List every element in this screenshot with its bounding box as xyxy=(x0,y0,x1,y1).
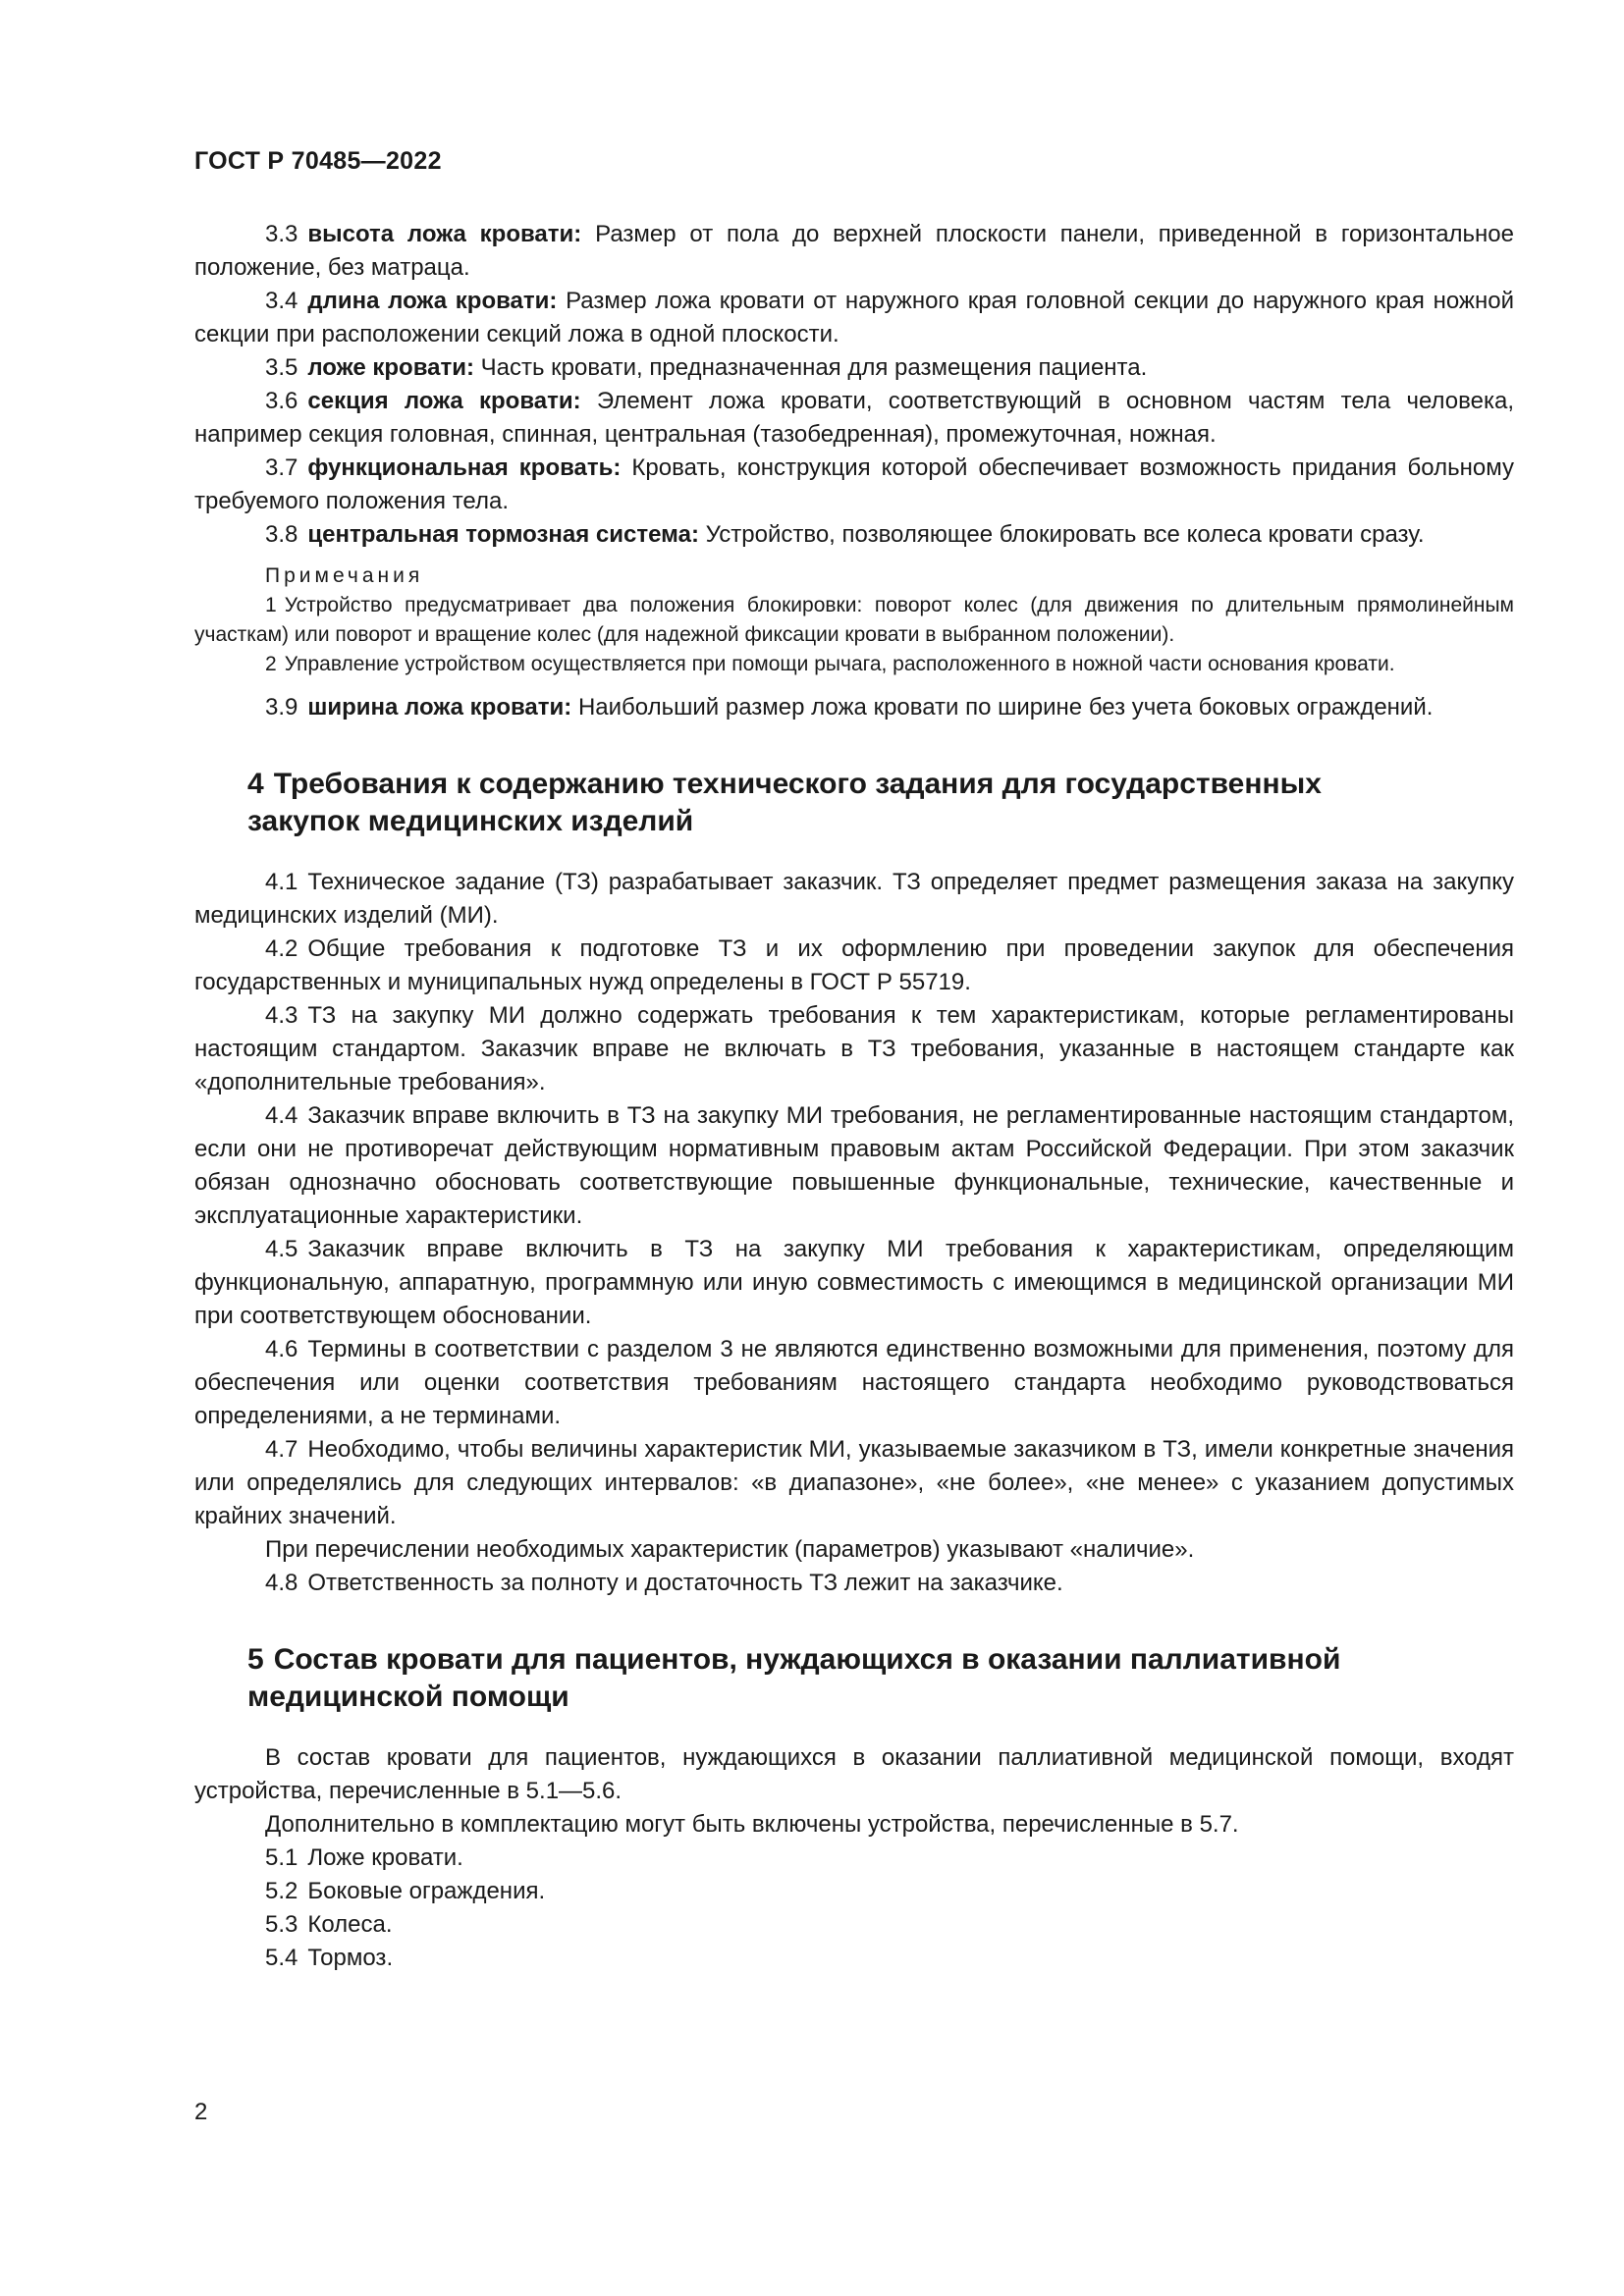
clause-5-1: 5.1 Ложе кровати. xyxy=(265,1844,463,1871)
term-definition: Размер от пола до верхней плоскости панели, приведенной в горизонтальное положение, без матраца. xyxy=(194,221,1515,281)
term-name: центральная тормозная система: xyxy=(307,521,699,548)
notes-title: Примечания xyxy=(265,564,424,587)
term-name: секция ложа кровати: xyxy=(307,388,581,414)
clause-4-3: 4.3 ТЗ на закупку МИ должно содержать требования к тем характеристикам, которые регламентированы настоящим стандартом. Заказчик вправе не включать в ТЗ требования, указанные в настоящем стандарте как «дополнительные требования». xyxy=(194,1002,1514,1095)
term-name: высота ложа кровати: xyxy=(307,221,582,247)
term-name: длина ложа кровати: xyxy=(307,288,558,314)
term-definition: Устройство, позволяющее блокировать все колеса кровати сразу. xyxy=(705,521,1425,548)
term-3-5: 3.5 ложе кровати: Часть кровати, предназначенная для размещения пациента. xyxy=(265,354,1148,381)
term-definition: Часть кровати, предназначенная для размещения пациента. xyxy=(480,354,1148,381)
section-5-intro: В состав кровати для пациентов, нуждающихся в оказании паллиативной медицинской помощи, входят устройства, перечисленные в 5.1—5.6. xyxy=(194,1744,1514,1804)
clause-4-8: 4.8 Ответственность за полноту и достаточность ТЗ лежит на заказчике. xyxy=(265,1570,1063,1596)
clause-4-2: 4.2 Общие требования к подготовке ТЗ и их оформлению при проведении закупок для обеспечения государственных и муниципальных нужд определены в ГОСТ Р 55719. xyxy=(194,935,1514,995)
term-name: функциональная кровать: xyxy=(307,454,622,481)
clause-4-7-continuation: При перечислении необходимых характеристик (параметров) указывают «наличие». xyxy=(265,1536,1195,1563)
section-5-additional: Дополнительно в комплектацию могут быть включены устройства, перечисленные в 5.7. xyxy=(265,1811,1239,1838)
term-definition: Элемент ложа кровати, соответствующий в основном частям тела человека, например секция головная, спинная, центральная (тазобедренная), промежуточная, ножная. xyxy=(194,388,1515,448)
term-name: ширина ложа кровати: xyxy=(307,694,572,721)
clause-5-3: 5.3 Колеса. xyxy=(265,1911,393,1938)
page-number: 2 xyxy=(194,2099,208,2125)
section-5-title: 5 Состав кровати для пациентов, нуждающихся в оказании паллиативной медицинской помощи xyxy=(247,1643,1341,1713)
notes-block xyxy=(194,561,1514,679)
clause-4-1: 4.1 Техническое задание (ТЗ) разрабатывает заказчик. ТЗ определяет предмет размещения заказа на закупку медицинских изделий (МИ). xyxy=(194,869,1514,929)
term-name: ложе кровати: xyxy=(307,354,474,381)
clause-4-7: 4.7 Необходимо, чтобы величины характеристик МИ, указываемые заказчиком в ТЗ, имели конкретные значения или определялись для следующих интервалов: «в диапазоне», «не более», «не менее» с указанием допустимых крайних значений. xyxy=(194,1436,1514,1529)
clause-4-4: 4.4 Заказчик вправе включить в ТЗ на закупку МИ требования, не регламентированные настоящим стандартом, если они не противоречат действующим нормативным правовым актам Российской Федерации. При этом заказчик обязан однозначно обосновать соответствующие повышенные функциональные, технические, качественные и эксплуатационные характеристики. xyxy=(194,1102,1514,1229)
section-4-title: 4 Требования к содержанию технического задания для государственных закупок медицинских изделий xyxy=(247,768,1322,837)
term-definition: Наибольший размер ложа кровати по ширине без учета боковых ограждений. xyxy=(577,694,1434,721)
document-header: ГОСТ Р 70485—2022 xyxy=(194,147,442,175)
term-definition: Кровать, конструкция которой обеспечивает возможность придания больному требуемого положения тела. xyxy=(194,454,1514,514)
term-3-7: 3.7 функциональная кровать: Кровать, конструкция которой обеспечивает возможность придания больному требуемого положения тела. xyxy=(194,454,1514,514)
term-3-6: 3.6 секция ложа кровати: Элемент ложа кровати, соответствующий в основном частям тела человека, например секция головная, спинная, центральная (тазобедренная), промежуточная, ножная. xyxy=(194,388,1515,448)
clause-4-5: 4.5 Заказчик вправе включить в ТЗ на закупку МИ требования к характеристикам, определяющим функциональную, аппаратную, программную или иную совместимость с имеющимся в медицинской организации МИ при соответствующем обосновании. xyxy=(194,1236,1514,1329)
document-body xyxy=(194,218,1514,1975)
clause-5-4: 5.4 Тормоз. xyxy=(265,1945,394,1971)
term-3-4: 3.4 длина ложа кровати: Размер ложа кровати от наружного края головной секции до наружного края ножной секции при расположении секций ложа в одной плоскости. xyxy=(194,288,1514,347)
clause-4-6: 4.6 Термины в соответствии с разделом 3 не являются единственно возможными для применения, поэтому для обеспечения или оценки соответствия требованиям настоящего стандарта необходимо руководствоваться определениями, а не терминами. xyxy=(194,1336,1514,1429)
clause-5-2: 5.2 Боковые ограждения. xyxy=(265,1878,546,1904)
note-item: 2 Управление устройством осуществляется при помощи рычага, расположенного в ножной части основания кровати. xyxy=(265,653,1395,675)
term-3-3: 3.3 высота ложа кровати: Размер от пола до верхней плоскости панели, приведенной в горизонтальное положение, без матраца. xyxy=(194,221,1515,281)
term-definition: Размер ложа кровати от наружного края головной секции до наружного края ножной секции при расположении секций ложа в одной плоскости. xyxy=(194,288,1514,347)
term-3-8: 3.8 центральная тормозная система: Устройство, позволяющее блокировать все колеса кровати сразу. xyxy=(265,521,1425,548)
note-item: 1 Устройство предусматривает два положения блокировки: поворот колес (для движения по длительным прямолинейным участкам) или поворот и вращение колес (для надежной фиксации кровати в выбранном положении). xyxy=(194,594,1514,646)
term-3-9: 3.9 ширина ложа кровати: Наибольший размер ложа кровати по ширине без учета боковых ограждений. xyxy=(265,694,1434,721)
